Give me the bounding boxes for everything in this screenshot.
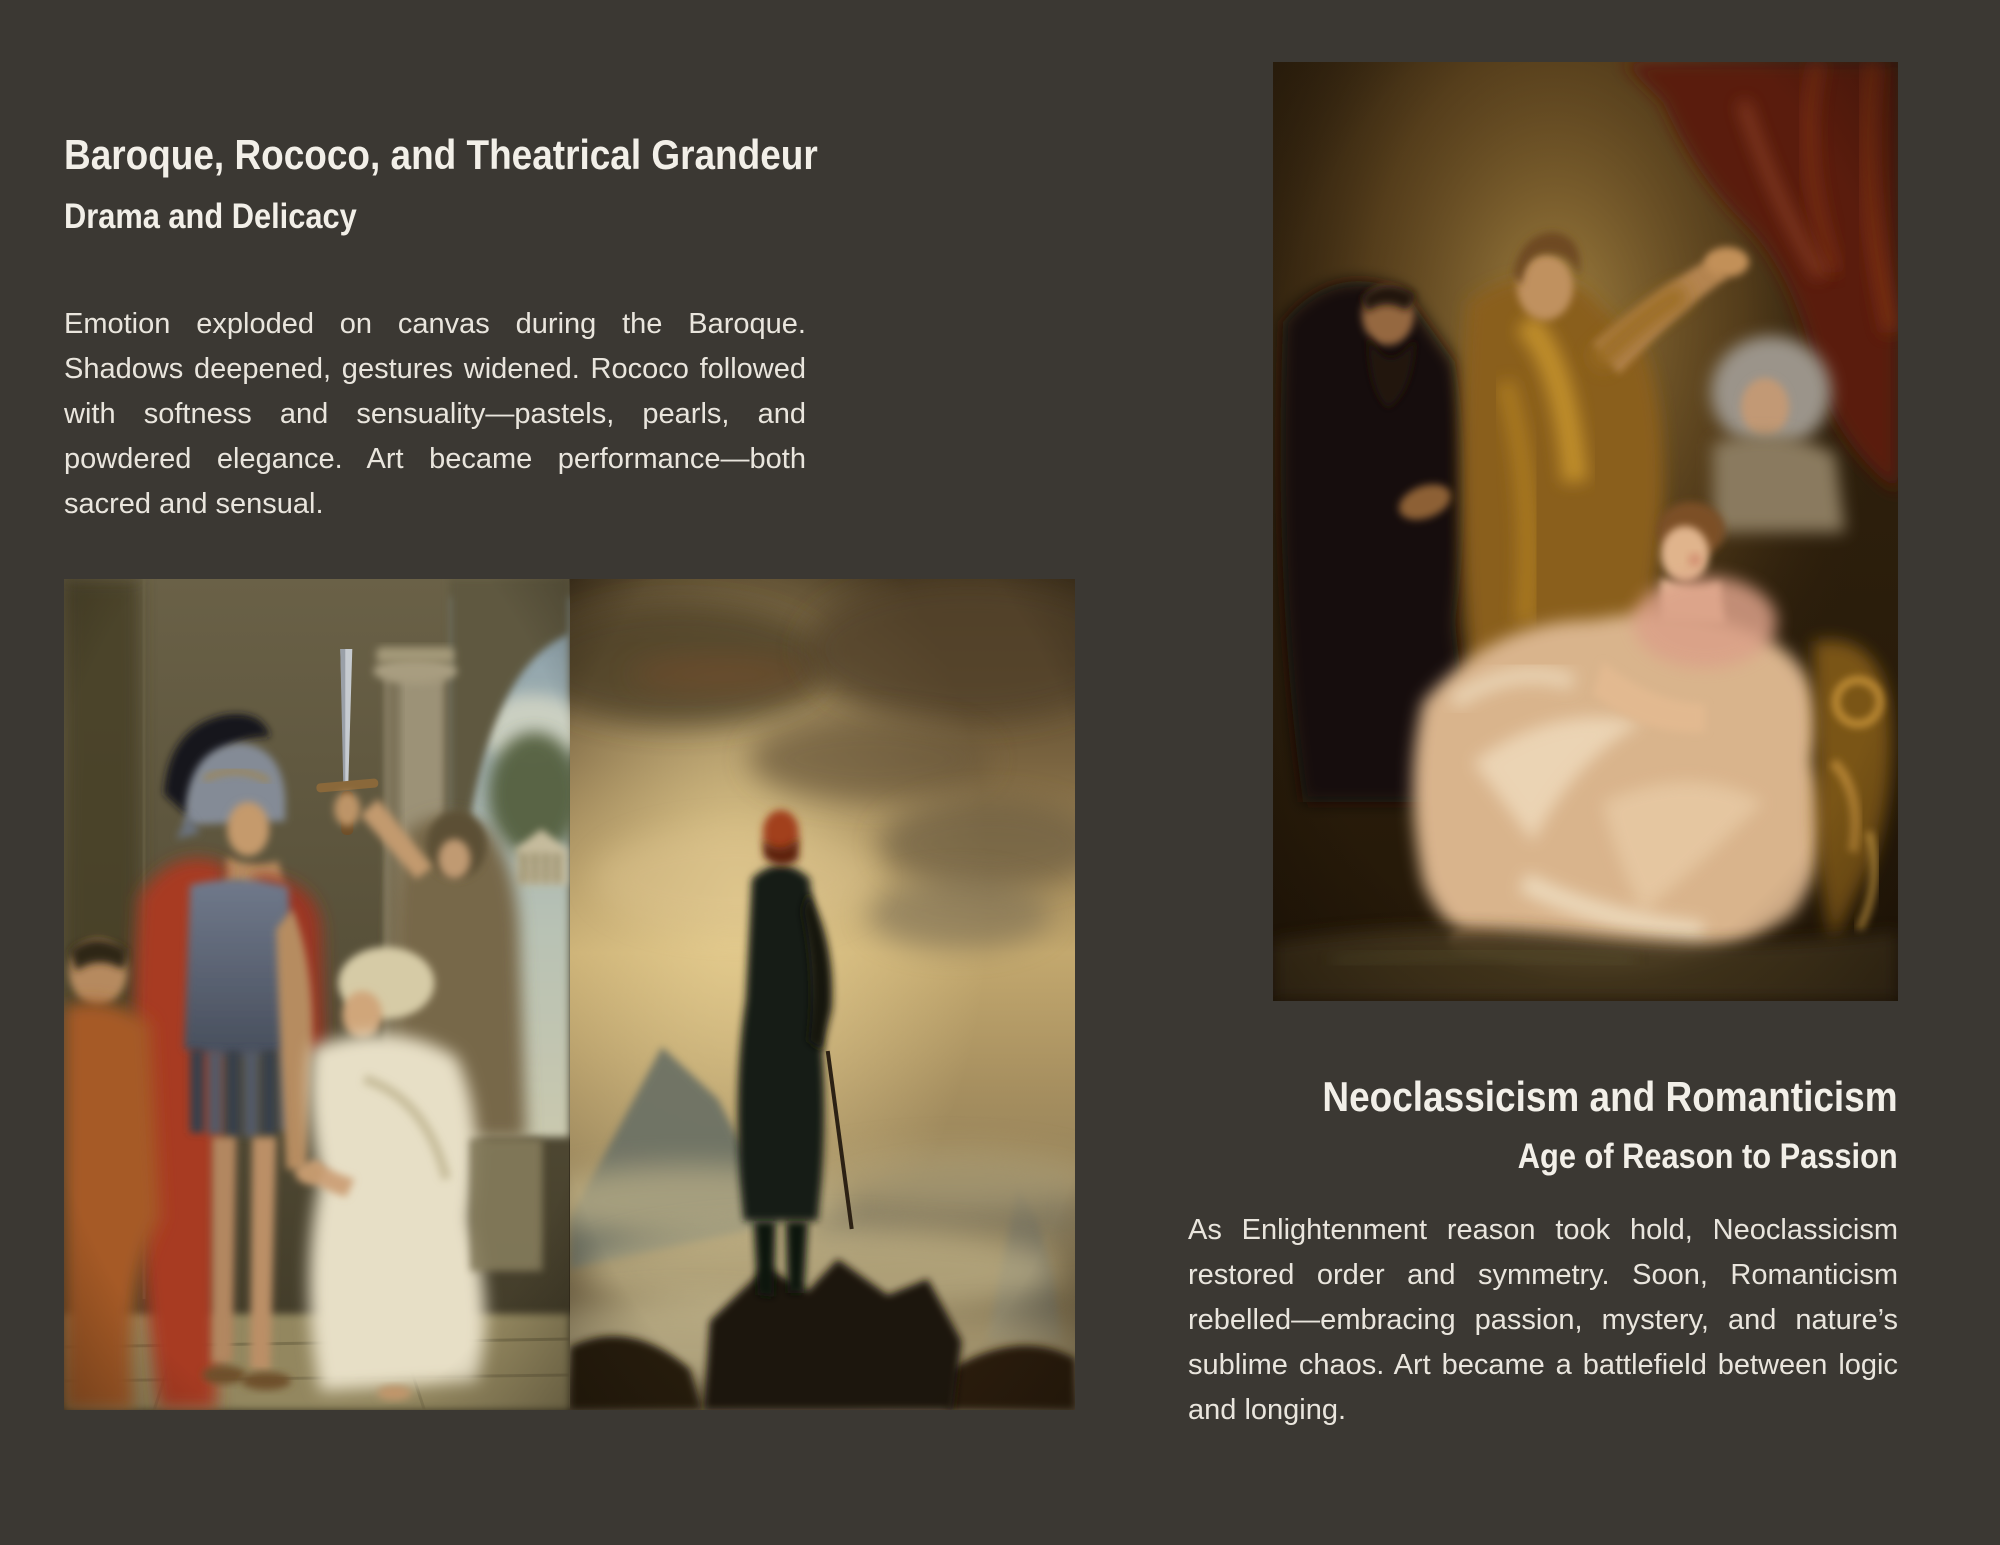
left-image-pair: [64, 579, 1075, 1410]
right-section-subtitle: Age of Reason to Passion: [1518, 1137, 1898, 1176]
right-section-title: Neoclassicism and Romanticism: [1322, 1073, 1898, 1120]
baroque-rococo-painting: [1273, 62, 1898, 1001]
right-section-body: As Enlightenment reason took hold, Neoclassicism restored order and symmetry. Soon, Romanticism rebelled—embracing passion, mystery, and nature’s sublime chaos. Art became a battlefield between logic and longing.: [1188, 1214, 1898, 1426]
left-section-title: Baroque, Rococo, and Theatrical Grandeur: [64, 131, 818, 178]
left-section-body: Emotion exploded on canvas during the Baroque. Shadows deepened, gestures widened. Rococo followed with softness and sensuality—pastels, pearls, and powdered elegance. Art became performance—both sacred and sensual.: [64, 308, 806, 520]
left-section-subtitle: Drama and Delicacy: [64, 197, 357, 236]
neoclassical-farewell-painting: [64, 579, 570, 1410]
wanderer-fog-painting: [570, 579, 1076, 1410]
